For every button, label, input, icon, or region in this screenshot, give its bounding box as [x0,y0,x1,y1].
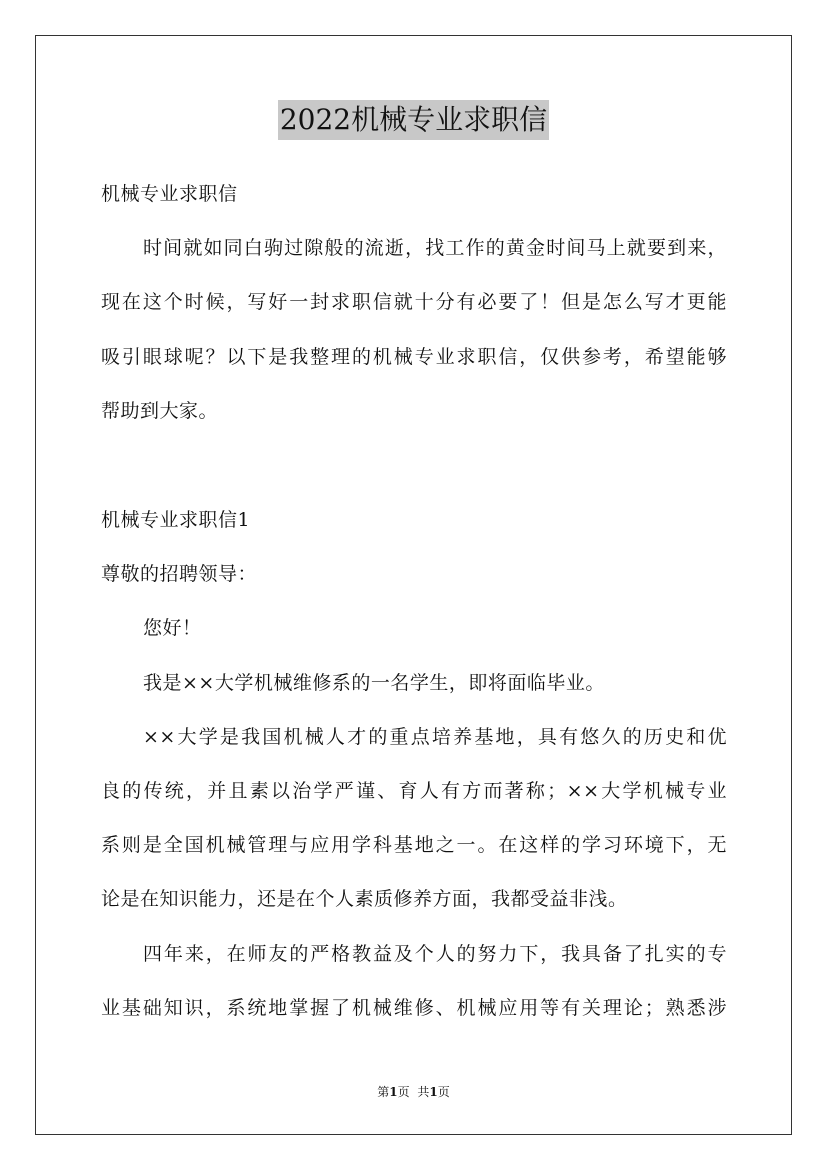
document-heading: 机械专业求职信 [101,183,238,205]
paragraph-3-line-2: 业基础知识，系统地掌握了机械维修、机械应用等有关理论；熟悉涉 [101,997,727,1019]
paragraph-1: 我是××大学机械维修系的一名学生，即将面临毕业。 [143,672,605,694]
footer-page-number: 1 [389,1085,398,1099]
title-wrap [0,100,827,140]
footer-total-number: 1 [429,1085,438,1099]
intro-line-3: 吸引眼球呢？以下是我整理的机械专业求职信，仅供参考，希望能够 [101,346,727,368]
salutation: 尊敬的招聘领导： [101,563,258,585]
greeting: 您好！ [143,617,202,639]
paragraph-2-line-4: 论是在知识能力，还是在个人素质修养方面，我都受益非浅。 [101,888,628,910]
footer-total-prefix: 共 [417,1085,430,1099]
footer-page-prefix: 第 [377,1085,390,1099]
paragraph-3-line-1: 四年来，在师友的严格教益及个人的努力下，我具备了扎实的专 [143,943,727,965]
intro-line-1: 时间就如同白驹过隙般的流逝，找工作的黄金时间马上就要到来， [143,237,727,259]
paragraph-2-line-1: ××大学是我国机械人才的重点培养基地，具有悠久的历史和优 [143,726,727,748]
section-title: 机械专业求职信1 [101,509,251,531]
paragraph-2-line-3: 系则是全国机械管理与应用学科基地之一。在这样的学习环境下，无 [101,834,727,856]
intro-line-4: 帮助到大家。 [101,400,219,422]
footer-page-suffix: 页 [397,1085,410,1099]
paragraph-2-line-2: 良的传统，并且素以治学严谨、育人有方而著称；××大学机械专业 [101,780,727,802]
intro-line-2: 现在这个时候，写好一封求职信就十分有必要了！但是怎么写才更能 [101,291,727,313]
footer-total-suffix: 页 [437,1085,450,1099]
document-title: 2022机械专业求职信 [278,100,549,140]
page-footer [0,1084,827,1100]
